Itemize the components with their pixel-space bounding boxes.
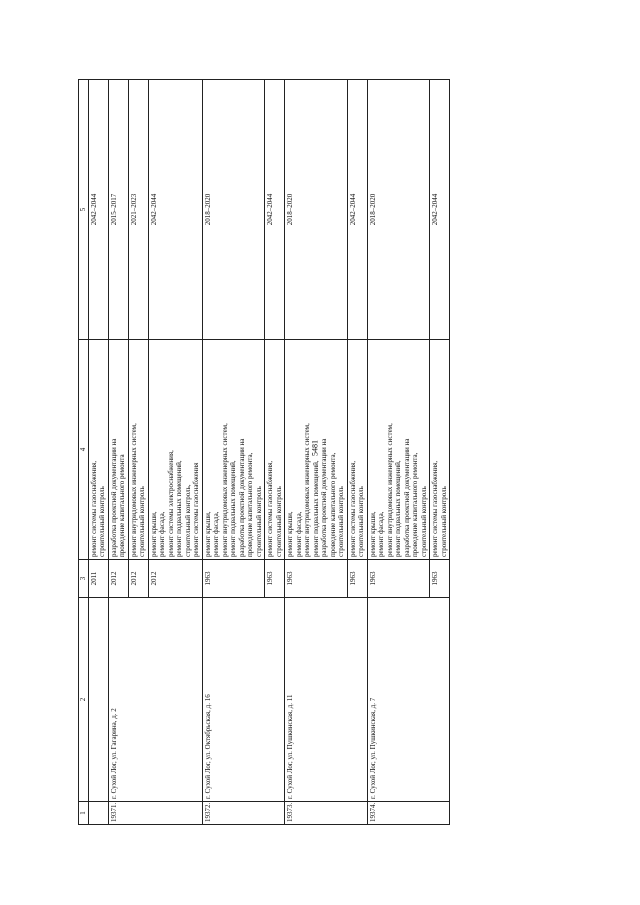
- work-item: ремонт крыши,: [203, 511, 212, 557]
- work-item: проведение капитального ремонта,: [246, 452, 254, 557]
- year-cell: 2012: [128, 560, 148, 598]
- header-col-3: 3: [79, 560, 89, 598]
- address-cell: г. Сухой Лог, ул. Октябрьская, д. 16: [202, 598, 285, 802]
- page-number: 5481: [310, 440, 320, 456]
- work-item: ремонт системы газоснабжения: [192, 462, 200, 557]
- item-number-cell: 19372.: [202, 802, 285, 825]
- work-item: проведение капитального ремонта,: [328, 452, 337, 557]
- work-item: строительный контроль,: [183, 484, 192, 557]
- header-col-1: 1: [79, 802, 89, 825]
- work-item: строительный контроль: [274, 486, 283, 557]
- period-cell: 2018–2020: [285, 80, 348, 340]
- item-number-cell: 19374.: [367, 802, 450, 825]
- work-item: ремонт фасада,: [377, 511, 385, 557]
- work-item: строительный контроль: [337, 486, 345, 557]
- work-item: строительный контроль: [419, 486, 428, 557]
- work-item: ремонт внутридомовых инженерных систем,: [303, 423, 311, 557]
- address-cell: г. Сухой Лог, ул. Пушкинская, д. 11: [285, 598, 368, 802]
- year-cell: 1963: [285, 560, 348, 598]
- work-item: ремонт подвальных помещений,: [229, 460, 237, 557]
- work-item: ремонт подвальных помещений,: [311, 460, 320, 557]
- work-item: ремонт фасада,: [158, 511, 166, 557]
- work-item: проведение капитального ремонта: [118, 454, 126, 557]
- table-row: [88, 80, 108, 825]
- year-cell: 1963: [367, 560, 430, 598]
- year-cell: 2012: [108, 560, 128, 598]
- header-col-4: 4: [79, 340, 89, 560]
- work-item: строительный контроль: [138, 486, 146, 557]
- table-row: [367, 80, 430, 825]
- year-cell: 2012: [148, 560, 202, 598]
- work-item: ремонт фасада,: [212, 511, 220, 557]
- item-number-cell: 19371.: [108, 802, 202, 825]
- works-cell: [347, 340, 367, 560]
- year-cell: 1963: [430, 560, 450, 598]
- work-item: ремонт крыши,: [149, 511, 158, 557]
- period-cell: 2042–2044: [265, 80, 285, 340]
- work-item: ремонт фасада,: [294, 511, 303, 557]
- work-item: разработка проектной документации на: [109, 438, 118, 557]
- header-col-2: 2: [79, 598, 89, 802]
- period-cell: 2042–2044: [148, 80, 202, 340]
- capital-repair-table: [78, 79, 450, 825]
- year-cell: 1963: [347, 560, 367, 598]
- work-item: ремонт системы газоснабжения,: [348, 460, 357, 557]
- work-item: ремонт системы газоснабжения,: [89, 460, 98, 557]
- work-item: ремонт системы газоснабжения,: [431, 460, 439, 557]
- year-cell: 1963: [202, 560, 265, 598]
- work-item: ремонт крыши,: [368, 511, 377, 557]
- work-item: ремонт крыши,: [286, 511, 294, 557]
- period-cell: 2021–2023: [128, 80, 148, 340]
- period-cell: 2018–2020: [202, 80, 265, 340]
- period-cell: 2042–2044: [347, 80, 367, 340]
- work-item: ремонт внутридомовых инженерных систем,: [129, 423, 138, 557]
- work-item: ремонт системы газоснабжения,: [266, 460, 274, 557]
- address-cell: г. Сухой Лог, ул. Пушкинская, д. 7: [367, 598, 450, 802]
- works-cell: [88, 340, 108, 560]
- work-item: разработка проектной документации на: [237, 438, 246, 557]
- period-cell: 2015–2017: [108, 80, 128, 340]
- item-number-cell: 19373.: [285, 802, 368, 825]
- table-header-row: [79, 80, 89, 825]
- item-number-cell: [88, 802, 108, 825]
- work-item: строительный контроль: [98, 486, 106, 557]
- period-cell: 2018–2020: [367, 80, 430, 340]
- year-cell: 1963: [265, 560, 285, 598]
- work-item: ремонт внутридомовых инженерных систем,: [220, 423, 229, 557]
- period-cell: 2042–2044: [88, 80, 108, 340]
- works-cell: [128, 340, 148, 560]
- work-item: ремонт подвальных помещений,: [175, 460, 183, 557]
- address-cell: [88, 598, 108, 802]
- work-item: ремонт системы электроснабжения,: [166, 450, 175, 557]
- work-item: проведение капитального ремонта,: [411, 452, 419, 557]
- table-row: [285, 80, 348, 825]
- table-row: [202, 80, 265, 825]
- table-body: [88, 80, 450, 825]
- year-cell: 2011: [88, 560, 108, 598]
- works-cell: [108, 340, 128, 560]
- works-cell: [285, 340, 348, 560]
- works-cell: [367, 340, 430, 560]
- work-item: ремонт внутридомовых инженерных систем,: [385, 423, 394, 557]
- works-cell: [265, 340, 285, 560]
- works-cell: [430, 340, 450, 560]
- works-cell: [148, 340, 202, 560]
- header-col-5: 5: [79, 80, 89, 340]
- work-item: строительный контроль: [439, 486, 448, 557]
- work-item: разработка проектной документации на: [402, 438, 411, 557]
- work-item: строительный контроль: [254, 486, 263, 557]
- work-item: строительный контроль: [357, 486, 365, 557]
- document-table-container: [78, 80, 588, 825]
- table-row: [108, 80, 128, 825]
- work-item: разработка проектной документации на: [320, 438, 328, 557]
- work-item: ремонт подвальных помещений,: [394, 460, 402, 557]
- address-cell: г. Сухой Лог, ул. Гагарина, д. 2: [108, 598, 202, 802]
- works-cell: [202, 340, 265, 560]
- period-cell: 2042–2044: [430, 80, 450, 340]
